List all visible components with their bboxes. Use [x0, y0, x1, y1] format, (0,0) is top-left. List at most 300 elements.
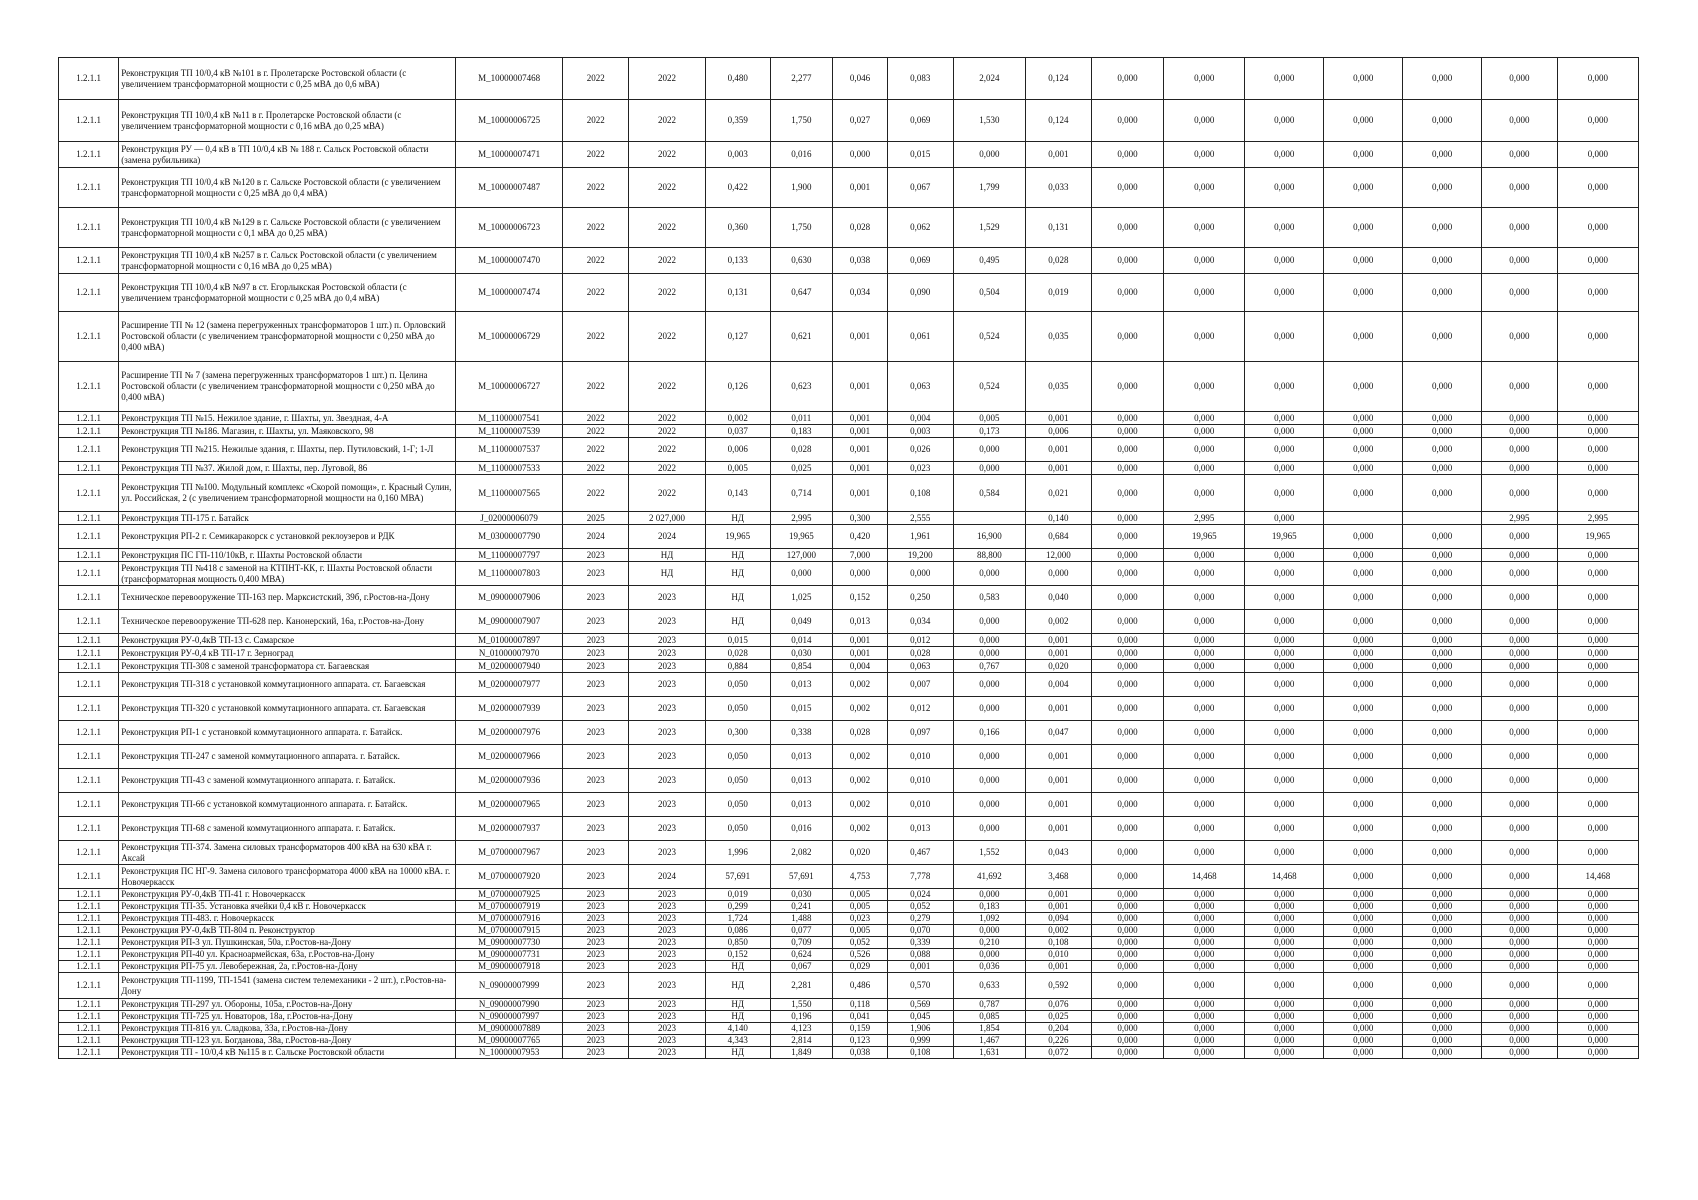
- project-id-cell: M_11000007539: [455, 425, 562, 438]
- value-cell: 0,000: [1403, 925, 1482, 937]
- table-row: [59, 1023, 1639, 1035]
- value-cell: 0,000: [1324, 362, 1403, 412]
- row-code-cell: 1.2.1.1: [59, 697, 119, 721]
- value-cell: 0,020: [1026, 660, 1092, 673]
- end-year-cell: 2022: [629, 274, 706, 312]
- value-cell: 0,299: [705, 901, 770, 913]
- value-cell: 0,000: [1245, 817, 1324, 841]
- value-cell: 19,965: [1557, 525, 1638, 549]
- value-cell: 0,000: [1557, 438, 1638, 462]
- start-year-cell: 2023: [563, 745, 629, 769]
- row-code-cell: 1.2.1.1: [59, 248, 119, 274]
- value-cell: 1,750: [770, 208, 832, 248]
- value-cell: 0,000: [1245, 512, 1324, 525]
- project-id-cell: M_07000007925: [455, 889, 562, 901]
- value-cell: 12,000: [1026, 549, 1092, 562]
- value-cell: 0,001: [833, 647, 888, 660]
- value-cell: 0,002: [833, 673, 888, 697]
- value-cell: 0,000: [1403, 961, 1482, 973]
- value-cell: 0,000: [1482, 549, 1558, 562]
- value-cell: 0,000: [1482, 586, 1558, 610]
- value-cell: 0,000: [953, 817, 1025, 841]
- end-year-cell: 2023: [629, 901, 706, 913]
- value-cell: 0,028: [887, 647, 953, 660]
- value-cell: 0,050: [705, 697, 770, 721]
- value-cell: 0,000: [1557, 248, 1638, 274]
- value-cell: 1,529: [953, 208, 1025, 248]
- value-cell: 0,000: [1324, 525, 1403, 549]
- value-cell: 0,000: [1557, 549, 1638, 562]
- value-cell: 0,000: [1164, 208, 1245, 248]
- value-cell: 0,000: [1245, 1047, 1324, 1059]
- value-cell: 0,570: [887, 973, 953, 999]
- value-cell: 0,621: [770, 312, 832, 362]
- value-cell: 0,000: [1245, 438, 1324, 462]
- value-cell: 0,000: [1482, 1035, 1558, 1047]
- value-cell: 0,000: [1091, 841, 1163, 865]
- value-cell: 0,004: [1026, 673, 1092, 697]
- project-name-cell: Реконструкция ТП - 10/0,4 кВ №115 в г. Сальске Ростовской области: [119, 1047, 456, 1059]
- value-cell: 0,767: [953, 660, 1025, 673]
- value-cell: 0,000: [1164, 889, 1245, 901]
- project-name-cell: Реконструкция ТП-247 с заменой коммутационного аппарата. г. Батайск.: [119, 745, 456, 769]
- row-code-cell: 1.2.1.1: [59, 562, 119, 586]
- value-cell: 0,000: [1091, 769, 1163, 793]
- value-cell: НД: [705, 999, 770, 1011]
- table-row: [59, 793, 1639, 817]
- value-cell: 0,001: [833, 425, 888, 438]
- project-name-cell: Реконструкция ТП №186. Магазин, г. Шахты, ул. Маяковского, 98: [119, 425, 456, 438]
- project-name-cell: Техническое перевооружение ТП-628 пер. Канонерский, 16а, г.Ростов-на-Дону: [119, 610, 456, 634]
- value-cell: 0,000: [1164, 769, 1245, 793]
- value-cell: 0,183: [953, 901, 1025, 913]
- value-cell: 0,000: [1324, 425, 1403, 438]
- row-code-cell: 1.2.1.1: [59, 462, 119, 475]
- row-code-cell: 1.2.1.1: [59, 841, 119, 865]
- value-cell: 4,140: [705, 1023, 770, 1035]
- value-cell: 0,124: [1026, 58, 1092, 100]
- value-cell: 1,467: [953, 1035, 1025, 1047]
- value-cell: 0,069: [887, 100, 953, 142]
- value-cell: 0,000: [1482, 973, 1558, 999]
- value-cell: 0,000: [1482, 949, 1558, 961]
- project-id-cell: M_07000007915: [455, 925, 562, 937]
- start-year-cell: 2023: [563, 610, 629, 634]
- project-id-cell: M_10000007474: [455, 274, 562, 312]
- value-cell: 0,204: [1026, 1023, 1092, 1035]
- value-cell: 0,001: [1026, 793, 1092, 817]
- value-cell: 0,050: [705, 769, 770, 793]
- value-cell: 0,684: [1026, 525, 1092, 549]
- value-cell: 0,000: [1245, 412, 1324, 425]
- value-cell: 0,000: [1164, 697, 1245, 721]
- value-cell: 0,000: [1324, 793, 1403, 817]
- value-cell: 2,995: [1482, 512, 1558, 525]
- value-cell: 0,000: [1091, 58, 1163, 100]
- project-name-cell: Реконструкция РП-2 г. Семикаракорск с установкой реклоузеров и РДК: [119, 525, 456, 549]
- value-cell: 0,000: [1091, 100, 1163, 142]
- project-id-cell: M_02000007977: [455, 673, 562, 697]
- value-cell: 19,965: [770, 525, 832, 549]
- table-row: [59, 412, 1639, 425]
- end-year-cell: 2022: [629, 142, 706, 168]
- value-cell: 0,000: [1245, 937, 1324, 949]
- start-year-cell: 2022: [563, 475, 629, 512]
- value-cell: 0,000: [1324, 586, 1403, 610]
- value-cell: 0,133: [705, 248, 770, 274]
- value-cell: 0,709: [770, 937, 832, 949]
- end-year-cell: 2023: [629, 949, 706, 961]
- value-cell: 0,000: [1324, 913, 1403, 925]
- value-cell: 0,000: [1403, 769, 1482, 793]
- project-id-cell: M_11000007797: [455, 549, 562, 562]
- project-name-cell: Реконструкция РП-40 ул. Красноармейская, 63а, г.Ростов-на-Дону: [119, 949, 456, 961]
- value-cell: 0,086: [705, 925, 770, 937]
- value-cell: 0,002: [1026, 610, 1092, 634]
- value-cell: 0,000: [1091, 362, 1163, 412]
- value-cell: 0,000: [1164, 412, 1245, 425]
- project-id-cell: N_09000007997: [455, 1011, 562, 1023]
- value-cell: 0,000: [1482, 697, 1558, 721]
- value-cell: 0,000: [1403, 865, 1482, 889]
- project-name-cell: Реконструкция РУ — 0,4 кВ в ТП 10/0,4 кВ № 188 г. Сальск Ростовской области (замена рубильника): [119, 142, 456, 168]
- value-cell: 0,001: [1026, 961, 1092, 973]
- end-year-cell: 2022: [629, 462, 706, 475]
- value-cell: 0,001: [833, 312, 888, 362]
- project-name-cell: Реконструкция ТП-374. Замена силовых трансформаторов 400 кВА на 630 кВА г. Аксай: [119, 841, 456, 865]
- table-row: [59, 973, 1639, 999]
- end-year-cell: 2023: [629, 1035, 706, 1047]
- project-id-cell: M_02000007940: [455, 660, 562, 673]
- end-year-cell: 2023: [629, 673, 706, 697]
- value-cell: 0,000: [1164, 58, 1245, 100]
- value-cell: 0,000: [1091, 673, 1163, 697]
- value-cell: 0,000: [1557, 745, 1638, 769]
- value-cell: 0,033: [1026, 168, 1092, 208]
- value-cell: 0,000: [1482, 58, 1558, 100]
- value-cell: 0,000: [1324, 634, 1403, 647]
- value-cell: 0,630: [770, 248, 832, 274]
- value-cell: 0,000: [1091, 425, 1163, 438]
- value-cell: 0,000: [1245, 841, 1324, 865]
- project-id-cell: N_01000007970: [455, 647, 562, 660]
- value-cell: 0,002: [833, 817, 888, 841]
- start-year-cell: 2023: [563, 937, 629, 949]
- value-cell: 0,076: [1026, 999, 1092, 1011]
- value-cell: 2,281: [770, 973, 832, 999]
- value-cell: 0,000: [1403, 999, 1482, 1011]
- end-year-cell: 2023: [629, 937, 706, 949]
- start-year-cell: 2023: [563, 660, 629, 673]
- value-cell: 0,526: [833, 949, 888, 961]
- value-cell: 0,007: [887, 673, 953, 697]
- value-cell: 1,724: [705, 913, 770, 925]
- value-cell: 0,999: [887, 1035, 953, 1047]
- value-cell: 0,300: [705, 721, 770, 745]
- value-cell: 2,277: [770, 58, 832, 100]
- project-id-cell: M_02000007966: [455, 745, 562, 769]
- value-cell: 0,000: [1557, 425, 1638, 438]
- row-code-cell: 1.2.1.1: [59, 142, 119, 168]
- value-cell: 0,077: [770, 925, 832, 937]
- value-cell: 0,000: [1164, 1035, 1245, 1047]
- value-cell: 0,360: [705, 208, 770, 248]
- value-cell: 2,814: [770, 1035, 832, 1047]
- value-cell: 0,131: [705, 274, 770, 312]
- project-name-cell: Реконструкция РУ-0,4кВ ТП-13 с. Самарское: [119, 634, 456, 647]
- investment-program-table: [58, 57, 1639, 1059]
- value-cell: 1,961: [887, 525, 953, 549]
- end-year-cell: 2022: [629, 425, 706, 438]
- value-cell: 0,001: [1026, 647, 1092, 660]
- value-cell: 0,000: [1403, 901, 1482, 913]
- project-name-cell: Реконструкция ТП 10/0,4 кВ №120 в г. Сальске Ростовской области (с увеличением трансформаторной мощности с 0,25 мВА до 0,4 мВА): [119, 168, 456, 208]
- value-cell: 0,062: [887, 208, 953, 248]
- value-cell: 0,028: [1026, 248, 1092, 274]
- project-name-cell: Реконструкция ТП-308 с заменой трансформатора ст. Багаевская: [119, 660, 456, 673]
- value-cell: 0,027: [833, 100, 888, 142]
- row-code-cell: 1.2.1.1: [59, 673, 119, 697]
- value-cell: 0,067: [887, 168, 953, 208]
- end-year-cell: 2022: [629, 168, 706, 208]
- table-row: [59, 1035, 1639, 1047]
- value-cell: 0,085: [953, 1011, 1025, 1023]
- project-name-cell: Реконструкция РП-75 ул. Левобережная, 2а, г.Ростов-на-Дону: [119, 961, 456, 973]
- value-cell: 0,000: [1557, 586, 1638, 610]
- value-cell: 0,000: [1482, 142, 1558, 168]
- value-cell: 0,001: [833, 412, 888, 425]
- value-cell: 0,000: [1245, 769, 1324, 793]
- value-cell: 0,010: [887, 793, 953, 817]
- table-row: [59, 937, 1639, 949]
- table-row: [59, 865, 1639, 889]
- value-cell: 0,000: [953, 647, 1025, 660]
- value-cell: 0,052: [887, 901, 953, 913]
- value-cell: 0,000: [1482, 817, 1558, 841]
- value-cell: 0,000: [1324, 438, 1403, 462]
- value-cell: 0,000: [1164, 475, 1245, 512]
- value-cell: 0,422: [705, 168, 770, 208]
- value-cell: 0,495: [953, 248, 1025, 274]
- end-year-cell: 2023: [629, 793, 706, 817]
- value-cell: 0,000: [1324, 100, 1403, 142]
- value-cell: 0,000: [1482, 913, 1558, 925]
- value-cell: 0,000: [1403, 721, 1482, 745]
- value-cell: 0,000: [1403, 462, 1482, 475]
- value-cell: 0,001: [1026, 142, 1092, 168]
- value-cell: 0,584: [953, 475, 1025, 512]
- value-cell: 0,000: [1482, 865, 1558, 889]
- value-cell: 0,000: [1245, 248, 1324, 274]
- value-cell: 57,691: [770, 865, 832, 889]
- project-id-cell: M_09000007907: [455, 610, 562, 634]
- table-row: [59, 721, 1639, 745]
- value-cell: 0,420: [833, 525, 888, 549]
- value-cell: 0,001: [833, 168, 888, 208]
- value-cell: 0,000: [1403, 168, 1482, 208]
- value-cell: 0,226: [1026, 1035, 1092, 1047]
- value-cell: 0,000: [1164, 586, 1245, 610]
- project-id-cell: M_10000007471: [455, 142, 562, 168]
- project-name-cell: Реконструкция ТП 10/0,4 кВ №11 в г. Пролетарске Ростовской области (с увеличением трансформаторной мощности с 0,16 мВА до 0,25 мВА): [119, 100, 456, 142]
- value-cell: 0,000: [1091, 925, 1163, 937]
- value-cell: 0,633: [953, 973, 1025, 999]
- start-year-cell: 2023: [563, 973, 629, 999]
- value-cell: 0,000: [1482, 425, 1558, 438]
- value-cell: 0,010: [1026, 949, 1092, 961]
- value-cell: 0,029: [833, 961, 888, 973]
- row-code-cell: 1.2.1.1: [59, 1023, 119, 1035]
- value-cell: 0,000: [1403, 937, 1482, 949]
- project-name-cell: Реконструкция ТП №100. Модульный комплекс «Скорой помощи», г. Красный Сулин, ул. Российская, 2 (с увеличением трансформаторной мощности на 0,160 МВА): [119, 475, 456, 512]
- table-row: [59, 769, 1639, 793]
- value-cell: 0,000: [1403, 697, 1482, 721]
- start-year-cell: 2023: [563, 1011, 629, 1023]
- value-cell: 0,000: [1557, 697, 1638, 721]
- value-cell: 0,000: [1324, 647, 1403, 660]
- value-cell: 0,000: [1164, 634, 1245, 647]
- start-year-cell: 2023: [563, 793, 629, 817]
- project-name-cell: Реконструкция ТП 10/0,4 кВ №129 в г. Сальске Ростовской области (с увеличением трансформаторной мощности с 0,1 мВА до 0,25 мВА): [119, 208, 456, 248]
- table-row: [59, 438, 1639, 462]
- row-code-cell: 1.2.1.1: [59, 961, 119, 973]
- value-cell: 0,000: [953, 562, 1025, 586]
- start-year-cell: 2023: [563, 817, 629, 841]
- end-year-cell: 2 027,000: [629, 512, 706, 525]
- end-year-cell: 2023: [629, 1011, 706, 1023]
- value-cell: 0,097: [887, 721, 953, 745]
- start-year-cell: 2023: [563, 841, 629, 865]
- value-cell: 0,000: [1245, 745, 1324, 769]
- value-cell: 0,015: [770, 697, 832, 721]
- value-cell: 0,000: [1091, 248, 1163, 274]
- value-cell: 0,000: [1482, 793, 1558, 817]
- value-cell: 0,000: [1557, 961, 1638, 973]
- row-code-cell: 1.2.1.1: [59, 425, 119, 438]
- value-cell: 0,067: [770, 961, 832, 973]
- value-cell: 0,050: [705, 817, 770, 841]
- table-row: [59, 1047, 1639, 1059]
- end-year-cell: 2024: [629, 865, 706, 889]
- value-cell: 0,000: [1324, 1047, 1403, 1059]
- value-cell: 0,000: [1164, 100, 1245, 142]
- value-cell: 0,000: [1324, 660, 1403, 673]
- value-cell: 0,000: [1403, 562, 1482, 586]
- value-cell: 0,000: [1091, 610, 1163, 634]
- value-cell: 0,850: [705, 937, 770, 949]
- project-id-cell: M_11000007537: [455, 438, 562, 462]
- project-id-cell: M_02000007976: [455, 721, 562, 745]
- table-row: [59, 647, 1639, 660]
- value-cell: НД: [705, 610, 770, 634]
- value-cell: 0,000: [1403, 647, 1482, 660]
- value-cell: 0,013: [770, 793, 832, 817]
- value-cell: 0,000: [1403, 525, 1482, 549]
- project-name-cell: Реконструкция ТП-1199, ТП-1541 (замена систем телемеханики - 2 шт.), г.Ростов-на-Дону: [119, 973, 456, 999]
- row-code-cell: 1.2.1.1: [59, 925, 119, 937]
- start-year-cell: 2024: [563, 525, 629, 549]
- value-cell: 0,000: [1482, 274, 1558, 312]
- start-year-cell: 2023: [563, 673, 629, 697]
- project-name-cell: Реконструкция ТП №215. Нежилые здания, г. Шахты, пер. Путиловский, 1-Г; 1-Л: [119, 438, 456, 462]
- value-cell: 0,000: [1403, 100, 1482, 142]
- value-cell: 0,023: [887, 462, 953, 475]
- start-year-cell: 2022: [563, 412, 629, 425]
- value-cell: 0,000: [1245, 961, 1324, 973]
- value-cell: 1,849: [770, 1047, 832, 1059]
- project-name-cell: Реконструкция ТП 10/0,4 кВ №101 в г. Пролетарске Ростовской области (с увеличением трансформаторной мощности с 0,25 мВА до 0,6 мВА): [119, 58, 456, 100]
- value-cell: 0,000: [1091, 525, 1163, 549]
- value-cell: 0,035: [1026, 362, 1092, 412]
- table-row: [59, 462, 1639, 475]
- end-year-cell: НД: [629, 562, 706, 586]
- value-cell: 0,000: [1245, 586, 1324, 610]
- value-cell: НД: [705, 961, 770, 973]
- value-cell: 1,631: [953, 1047, 1025, 1059]
- value-cell: 0,000: [1324, 745, 1403, 769]
- table-row: [59, 610, 1639, 634]
- value-cell: 0,143: [705, 475, 770, 512]
- start-year-cell: 2022: [563, 462, 629, 475]
- value-cell: 0,000: [1324, 673, 1403, 697]
- value-cell: 0,241: [770, 901, 832, 913]
- table-row: [59, 745, 1639, 769]
- value-cell: 0,000: [887, 562, 953, 586]
- project-name-cell: Реконструкция ТП №37. Жилой дом, г. Шахты, пер. Луговой, 86: [119, 462, 456, 475]
- value-cell: 0,000: [1557, 362, 1638, 412]
- value-cell: 0,000: [1324, 721, 1403, 745]
- value-cell: 0,524: [953, 312, 1025, 362]
- value-cell: 0,028: [833, 721, 888, 745]
- value-cell: 2,082: [770, 841, 832, 865]
- value-cell: 0,000: [1245, 562, 1324, 586]
- start-year-cell: 2022: [563, 248, 629, 274]
- value-cell: 19,965: [1164, 525, 1245, 549]
- value-cell: 0,467: [887, 841, 953, 865]
- value-cell: 2,995: [1164, 512, 1245, 525]
- value-cell: 0,000: [1557, 925, 1638, 937]
- value-cell: 0,070: [887, 925, 953, 937]
- project-id-cell: M_09000007730: [455, 937, 562, 949]
- start-year-cell: 2023: [563, 769, 629, 793]
- project-name-cell: Расширение ТП № 7 (замена перегруженных трансформаторов 1 шт.) п. Целина Ростовской области (с увеличением трансформаторной мощности с 0,250 мВА до 0,400 мВА): [119, 362, 456, 412]
- value-cell: 0,000: [1403, 208, 1482, 248]
- value-cell: 0,000: [1091, 949, 1163, 961]
- row-code-cell: 1.2.1.1: [59, 586, 119, 610]
- value-cell: 1,854: [953, 1023, 1025, 1035]
- value-cell: 0,000: [1403, 58, 1482, 100]
- project-name-cell: Реконструкция ТП-320 с установкой коммутационного аппарата. ст. Багаевская: [119, 697, 456, 721]
- value-cell: 57,691: [705, 865, 770, 889]
- value-cell: 0,000: [1245, 913, 1324, 925]
- end-year-cell: 2023: [629, 697, 706, 721]
- value-cell: 0,000: [1245, 660, 1324, 673]
- value-cell: 0,000: [833, 562, 888, 586]
- row-code-cell: 1.2.1.1: [59, 817, 119, 841]
- value-cell: 0,000: [1403, 610, 1482, 634]
- project-name-cell: Реконструкция ТП 10/0,4 кВ №257 в г. Сальск Ростовской области (с увеличением трансформаторной мощности с 0,16 мВА до 0,25 мВА): [119, 248, 456, 274]
- value-cell: 0,050: [705, 673, 770, 697]
- project-id-cell: M_09000007889: [455, 1023, 562, 1035]
- value-cell: 0,000: [1091, 142, 1163, 168]
- value-cell: 0,001: [1026, 697, 1092, 721]
- value-cell: 0,000: [1557, 208, 1638, 248]
- value-cell: 0,000: [1245, 999, 1324, 1011]
- value-cell: 19,965: [1245, 525, 1324, 549]
- value-cell: 0,000: [1403, 412, 1482, 425]
- value-cell: 0,005: [833, 889, 888, 901]
- start-year-cell: 2022: [563, 438, 629, 462]
